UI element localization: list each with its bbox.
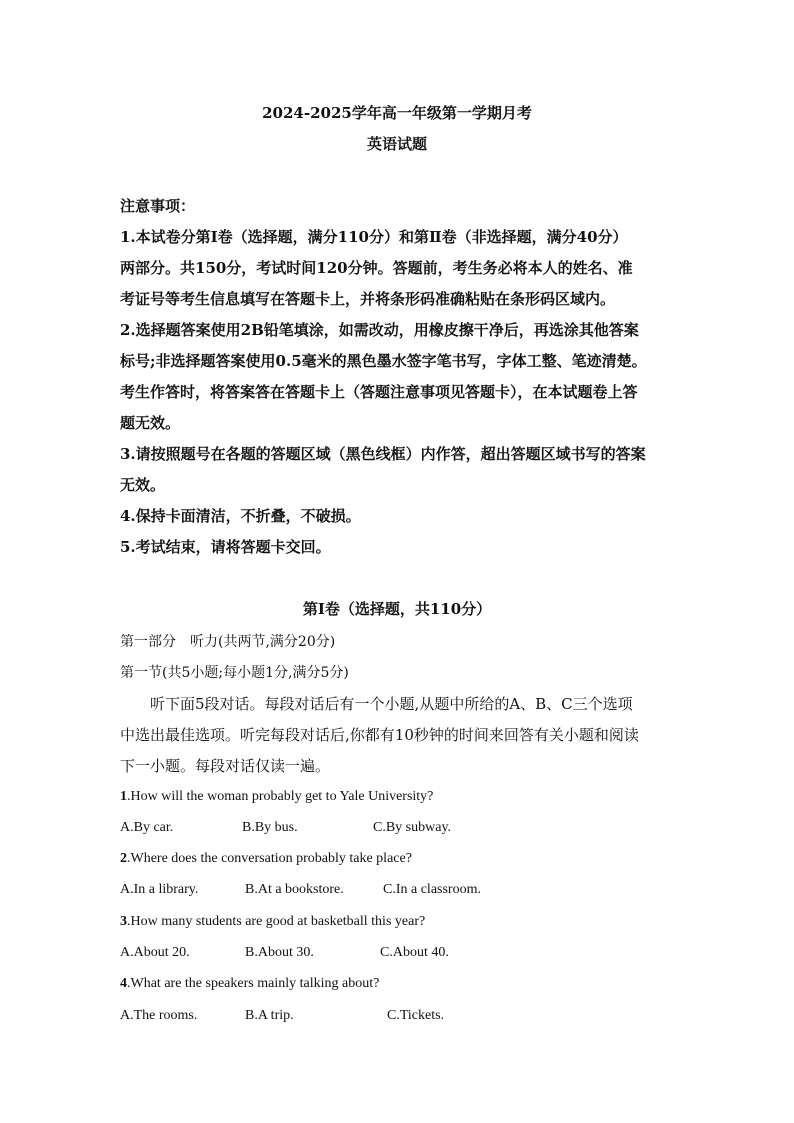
option-a: A.By car. <box>120 820 174 835</box>
subsection-label: 第一节(共5小题;每小题1分,满分5分) <box>120 665 349 681</box>
option-b: B.A trip. <box>245 1008 294 1023</box>
notice-line: 标号;非选择题答案使用0.5毫米的黑色墨水签字笔书写，字体工整、笔迹清楚。 <box>120 352 647 370</box>
option-c: C.In a classroom. <box>383 882 481 897</box>
notice-line: 2.选择题答案使用2B铅笔填涂，如需改动，用橡皮擦干净后，再选涂其他答案 <box>120 321 639 339</box>
question-number: 3 <box>120 914 127 929</box>
option-a: A.The rooms. <box>120 1008 198 1023</box>
notice-line: 4.保持卡面清洁，不折叠，不破损。 <box>120 507 361 525</box>
notice-line: 考生作答时，将答案答在答题卡上（答题注意事项见答题卡），在本试题卷上答 <box>120 383 638 401</box>
notice-line: 1.本试卷分第Ⅰ卷（选择题，满分110分）和第Ⅱ卷（非选择题，满分40分） <box>120 228 628 246</box>
instruction-line: 听下面5段对话。每段对话后有一个小题,从题中所给的A、B、C三个选项 <box>150 695 633 713</box>
option-b: B.About 30. <box>245 945 314 960</box>
option-c: C.About 40. <box>380 945 449 960</box>
option-c: C.By subway. <box>373 820 452 835</box>
notice-heading: 注意事项： <box>120 197 196 215</box>
question-text: .What are the speakers mainly talking about? <box>127 976 380 991</box>
instruction-line: 中选出最佳选项。听完每段对话后,你都有10秒钟的时间来回答有关小题和阅读 <box>120 726 639 744</box>
instruction-line: 下一小题。每段对话仅读一遍。 <box>120 757 331 775</box>
notice-line: 考证号等考生信息填写在答题卡上，并将条形码准确粘贴在条形码区域内。 <box>120 290 616 308</box>
option-a: A.In a library. <box>120 882 199 897</box>
question-4 <box>120 976 379 992</box>
notice-line: 无效。 <box>120 476 166 494</box>
exam-title: 2024-2025学年高一年级第一学期月考 <box>262 104 532 122</box>
notice-line: 5.考试结束，请将答题卡交回。 <box>120 538 331 556</box>
question-number: 4 <box>120 976 127 991</box>
notice-line: 3.请按照题号在各题的答题区域（黑色线框）内作答，超出答题区域书写的答案 <box>120 445 646 463</box>
part-title: 第Ⅰ卷（选择题，共110分） <box>302 600 492 618</box>
option-c: C.Tickets. <box>387 1008 445 1023</box>
question-2 <box>120 851 412 867</box>
option-a: A.About 20. <box>120 945 190 960</box>
notice-line: 两部分。共150分，考试时间120分钟。答题前，考生务必将本人的姓名、准 <box>120 259 633 277</box>
question-number: 1 <box>120 789 127 804</box>
question-3 <box>120 914 425 930</box>
notice-line: 题无效。 <box>120 414 181 432</box>
question-text: .How many students are good at basketball this year? <box>127 914 426 929</box>
subject-title: 英语试题 <box>366 135 427 153</box>
option-b: B.By bus. <box>242 820 298 835</box>
question-text: .Where does the conversation probably take place? <box>127 851 412 866</box>
question-1 <box>120 789 433 805</box>
question-text: .How will the woman probably get to Yale University? <box>127 789 434 804</box>
option-b: B.At a bookstore. <box>245 882 344 897</box>
section-label: 第一部分 听力(共两节,满分20分) <box>120 634 336 650</box>
question-number: 2 <box>120 851 127 866</box>
